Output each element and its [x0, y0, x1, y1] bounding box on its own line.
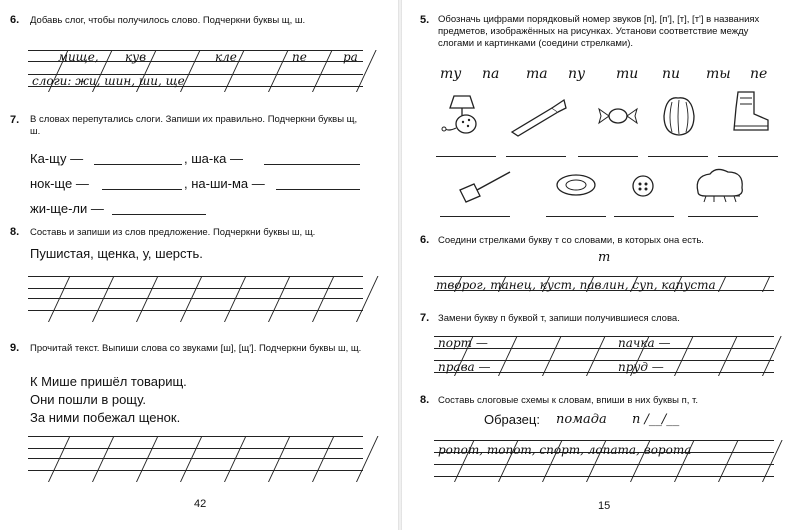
answer-line: [546, 216, 606, 217]
exercise-5-number: 5.: [420, 14, 430, 26]
bush-icon: [692, 164, 748, 204]
exercise-7-item-2: , ша-ка —: [184, 151, 244, 166]
exercise-7-item-5: жи-ще-ли —: [30, 201, 104, 216]
exercise-8-instruction: Составь и запиши из слов предложение. Подчеркни буквы ш, щ.: [30, 227, 316, 238]
slant-guide: [92, 276, 114, 322]
exercise-8r-number: 8.: [420, 394, 430, 406]
syllable-1: ту: [440, 66, 462, 82]
answer-line: [614, 216, 674, 217]
slant-guide: [762, 336, 782, 376]
slant-guide: [136, 276, 158, 322]
syllable-8: пе: [750, 66, 768, 82]
boot-icon: [726, 88, 774, 136]
exercise-8r-words: ропот, топот, спорт, лопата, ворота: [438, 443, 692, 457]
answer-line: [112, 214, 206, 215]
exercise-7-item-1: Ка-щу —: [30, 151, 84, 166]
exercise-7r-instruction: Замени букву п буквой т, запиши получившиеся слова.: [438, 313, 680, 324]
syllable-7: ты: [706, 66, 731, 82]
exercise-8-words: Пушистая, щенка, у, шерсть.: [30, 246, 203, 261]
exercise-6-word-3: кле: [215, 50, 237, 64]
exercise-9-lines: [28, 436, 363, 482]
slant-guide: [312, 436, 334, 482]
slant-guide: [224, 276, 246, 322]
exercise-6-word-4: пе: [292, 50, 307, 64]
slant-guide: [586, 336, 606, 376]
exercise-8-lines: [28, 276, 363, 322]
exercise-9-text-line-3: За ними побежал щенок.: [30, 410, 181, 425]
answer-line: [578, 156, 638, 157]
syllable-5: ти: [616, 66, 639, 82]
exercise-7r-word-3: права —: [438, 360, 491, 374]
slant-guide: [268, 436, 290, 482]
slant-guide: [48, 436, 70, 482]
answer-line: [718, 156, 778, 157]
slant-guide: [498, 336, 518, 376]
exercise-6-word-1: мище,: [58, 50, 99, 64]
page-number-right: 15: [598, 500, 611, 512]
answer-line: [648, 156, 708, 157]
answer-line: [506, 156, 566, 157]
exercise-7-instruction: В словах перепутались слоги. Запиши их правильно. Подчеркни буквы щ, ш.: [30, 114, 358, 137]
answer-line: [264, 164, 360, 165]
slant-guide: [356, 436, 378, 482]
exercise-6r-number: 6.: [420, 234, 430, 246]
syllable-6: пи: [662, 66, 681, 82]
exercise-9-text-line-2: Они пошли в рощу.: [30, 392, 146, 407]
exercise-9-number: 9.: [10, 342, 20, 354]
exercise-6r-instruction: Соедини стрелками букву т со словами, в которых она есть.: [438, 235, 704, 246]
slant-guide: [718, 336, 738, 376]
exercise-9-instruction: Прочитай текст. Выпиши слова со звуками [ш], [щ']. Подчеркни буквы ш, щ.: [30, 343, 362, 354]
answer-line: [688, 216, 758, 217]
slant-guide: [48, 276, 70, 322]
slant-guide: [312, 276, 334, 322]
exercise-6-syllables: слоги: жи, шин, ши, ще: [32, 74, 185, 88]
slant-guide: [268, 276, 290, 322]
exercise-7r-word-2: пачка —: [618, 336, 671, 350]
answer-line: [276, 189, 360, 190]
exercise-6-number: 6.: [10, 14, 20, 26]
candy-icon: [596, 106, 640, 126]
exercise-8r-instruction: Составь слоговые схемы к словам, впиши в них буквы п, т.: [438, 395, 698, 406]
slant-guide: [674, 336, 694, 376]
exercise-7r-number: 7.: [420, 312, 430, 324]
slant-guide: [356, 50, 377, 92]
exercise-8r-sample-label: Образец:: [484, 412, 540, 427]
shovel-icon: [456, 166, 514, 206]
exercise-6r-words: творог, танец, куст, павлин, суп, капуста: [436, 278, 716, 292]
exercise-7-item-3: нок-ще —: [30, 176, 89, 191]
exercise-7-item-4: , на-ши-ма —: [184, 176, 265, 191]
slant-guide: [356, 276, 378, 322]
exercise-6-word-2: кув: [125, 50, 147, 64]
right-page: [400, 0, 800, 530]
slant-guide: [136, 436, 158, 482]
slant-guide: [224, 436, 246, 482]
exercise-7r-word-1: порт —: [438, 336, 488, 350]
answer-line: [440, 216, 510, 217]
exercise-8r-sample-scheme: п /__/__: [632, 412, 680, 427]
exercise-9-text-line-1: К Мише пришёл товарищ.: [30, 374, 187, 389]
exercise-6-instruction: Добавь слог, чтобы получилось слово. Подчеркни буквы щ, ш.: [30, 15, 306, 26]
page-number-left: 42: [194, 498, 207, 510]
exercise-7r-word-4: пруд —: [618, 360, 664, 374]
exercise-6r-letter: т: [598, 250, 611, 265]
syllable-3: та: [526, 66, 548, 82]
slant-guide: [180, 436, 202, 482]
button-icon: [630, 174, 656, 198]
answer-line: [94, 164, 182, 165]
slant-guide: [542, 336, 562, 376]
exercise-5-instruction: Обозначь цифрами порядковый номер звуков [п], [п'], [т], [т'] в названиях предметов, изображённых на рисунках. Установи соответствие между слогами и картинками (соедини стрелками).: [438, 14, 760, 49]
slant-guide: [92, 436, 114, 482]
exercise-8r-sample-word: помада: [556, 412, 607, 427]
exercise-8-number: 8.: [10, 226, 20, 238]
exercise-6-word-5: ра: [343, 50, 358, 64]
saw-icon: [508, 98, 568, 138]
syllable-2: па: [482, 66, 500, 82]
answer-line: [102, 189, 182, 190]
pepper-icon: [658, 92, 700, 138]
syllable-4: пу: [568, 66, 586, 82]
exercise-7-number: 7.: [10, 114, 20, 126]
plate-icon: [554, 172, 598, 198]
slant-guide: [180, 276, 202, 322]
lamp-icon: [440, 92, 490, 138]
answer-line: [436, 156, 496, 157]
